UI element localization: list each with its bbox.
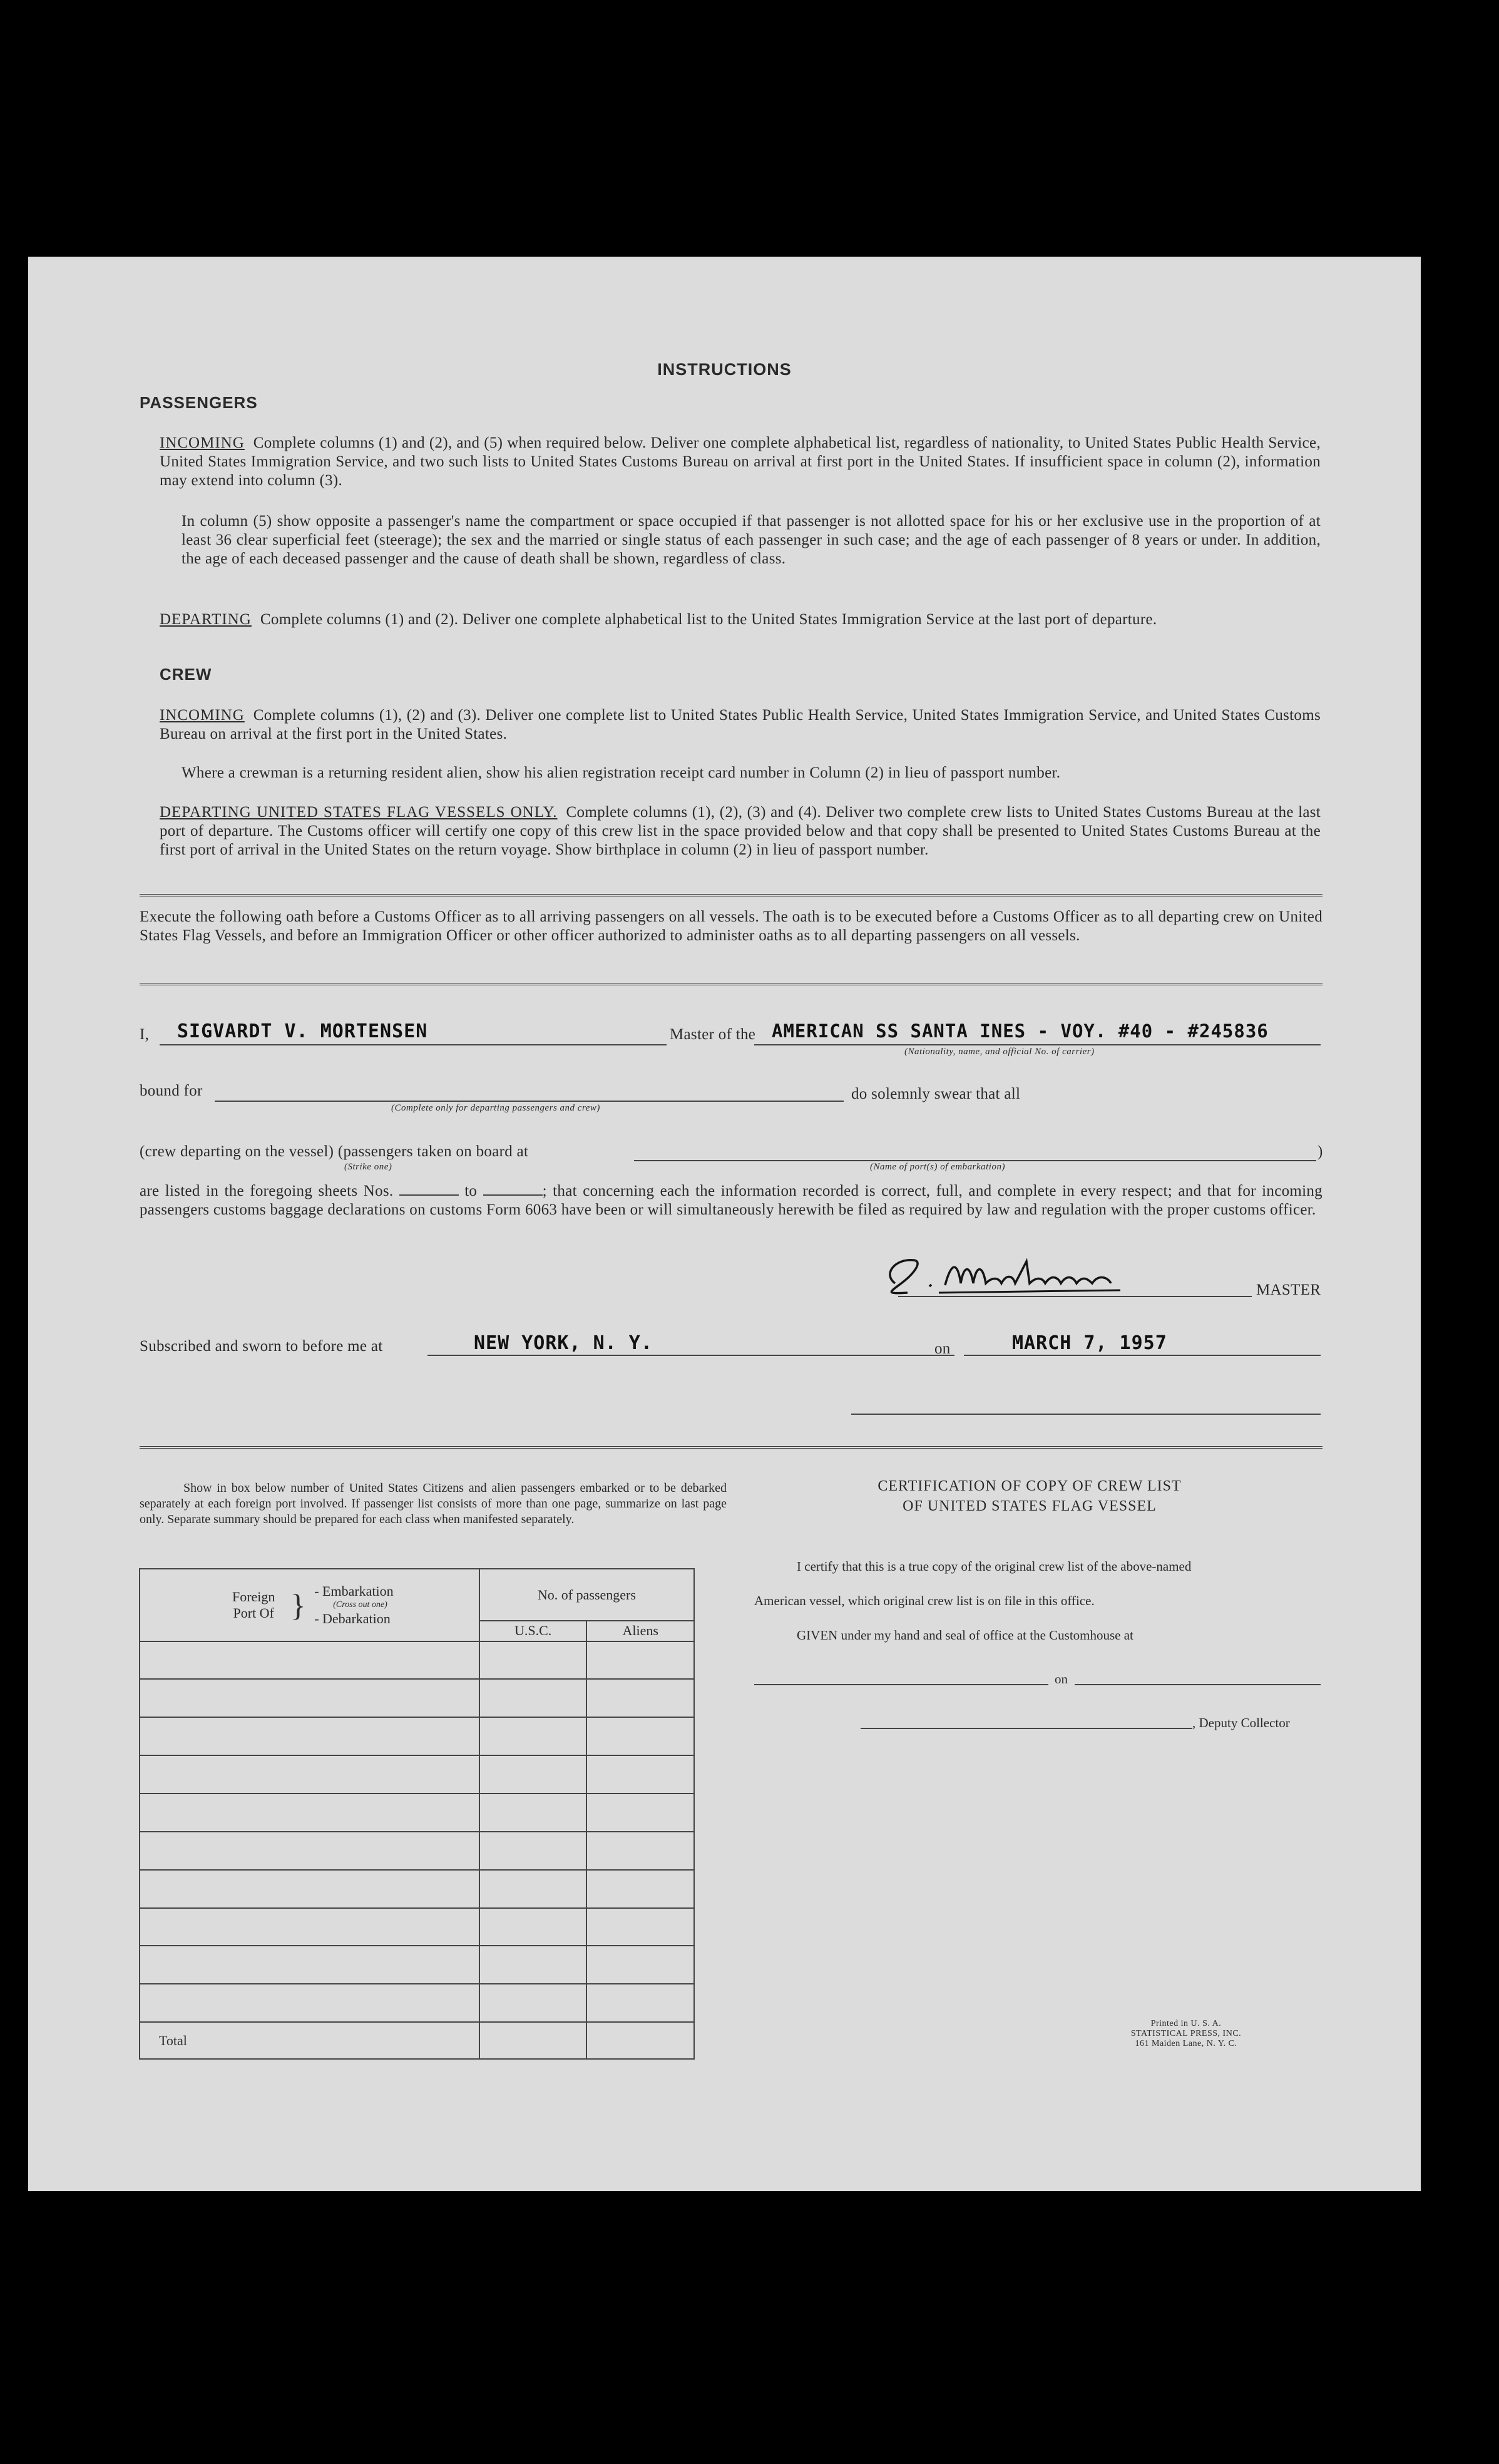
listed-text-2: ; that concerning each the information recorded is correct, full, and complete in every respect; and that for incoming passengers customs baggage declarations on customs Form 6063 have been or will simultaneously herewith be filed as required by law and regulation with the proper customs officer. [140, 1183, 1322, 1218]
deputy-collector-label: , Deputy Collector [1192, 1715, 1290, 1730]
strike-caption: (Strike one) [344, 1162, 392, 1172]
master-label: MASTER [1256, 1281, 1321, 1298]
usc-cell[interactable] [479, 1870, 587, 1908]
section-divider [140, 1446, 1322, 1449]
passengers-departing-paragraph [160, 610, 1321, 629]
crew-departing-text: Complete columns (1), (2), (3) and (4). Deliver two complete crew lists to United States Customs Bureau at the last port of departure. The Customs officer will certify one copy of this crew list in the space provided below and that copy shall be presented to United States Customs Bureau at the first port of arrival in the United States on the return voyage. Show birthplace in column (2) in lieu of passport number. [160, 804, 1321, 858]
crew-departing-paragraph [160, 803, 1321, 860]
crew-resident-paragraph: Where a crewman is a returning resident alien, show his alien registration receipt card number in Column (2) in lieu of passport number. [182, 764, 1061, 781]
aliens-cell[interactable] [586, 1641, 694, 1680]
usc-header: U.S.C. [479, 1621, 587, 1641]
aliens-cell[interactable] [586, 1679, 694, 1717]
printer-line3: 161 Maiden Lane, N. Y. C. [1135, 2039, 1237, 2048]
aliens-cell[interactable] [586, 1717, 694, 1755]
printer-line1: Printed in U. S. A. [1150, 2019, 1222, 2028]
sworn-place-line [427, 1355, 954, 1356]
port-cell[interactable] [140, 1946, 479, 1984]
crew-incoming-label: INCOMING [160, 707, 245, 724]
crew-incoming-text: Complete columns (1), (2) and (3). Deliver one complete list to United States Public Health Service, United States Immigration Service, and United States Customs Bureau on arrival at the first port in the United States. [160, 707, 1321, 742]
embarkation-option: - Embarkation [314, 1583, 394, 1599]
crew-heading: CREW [160, 665, 212, 684]
usc-cell[interactable] [479, 1946, 587, 1984]
brace: } [290, 1587, 306, 1623]
aliens-cell[interactable] [586, 1755, 694, 1794]
swear-label: do solemnly swear that all [851, 1086, 1021, 1102]
aliens-cell[interactable] [586, 1946, 694, 1984]
instructions-title: INSTRUCTIONS [657, 360, 792, 379]
aliens-cell[interactable] [586, 1870, 694, 1908]
passengers-incoming-label: INCOMING [160, 434, 245, 451]
aliens-cell[interactable] [586, 1832, 694, 1870]
master-name-line [160, 1044, 667, 1045]
sworn-date-field: MARCH 7, 1957 [1012, 1332, 1167, 1354]
sheet-to-field [483, 1194, 543, 1196]
bound-for-caption: (Complete only for departing passengers and crew) [391, 1103, 600, 1113]
total-label: Total [140, 2022, 479, 2059]
oath-intro-paragraph: Execute the following oath before a Customs Officer as to all arriving passengers on all vessels. The oath is to be executed before a Customs Officer as to all departing crew on United States Flag Vessels, and before an Immigration Officer or other officer authorized to administer oaths as to all departing passengers on all vessels. [140, 908, 1322, 944]
master-of-label: Master of the [670, 1026, 756, 1043]
passengers-incoming-paragraph [160, 434, 1321, 490]
section-divider [140, 983, 1322, 985]
i-label: I, [140, 1026, 150, 1043]
summary-instructions: Show in box below number of United States Citizens and alien passengers embarked or to be debarked separately at each foreign port involved. If passenger list consists of more than one page, summarize on last page only. Separate summary should be prepared for each class when manifested separately. [140, 1481, 727, 1526]
certification-title [779, 1476, 1280, 1516]
signature-line [898, 1296, 1252, 1297]
crew-departing-label: DEPARTING UNITED STATES FLAG VESSELS ONLY. [160, 804, 558, 821]
bound-for-line [215, 1101, 844, 1102]
debarkation-option: - Debarkation [314, 1610, 391, 1626]
usc-cell[interactable] [479, 1832, 587, 1870]
sworn-place-field: NEW YORK, N. Y. [474, 1332, 653, 1354]
foreign-port-label: Foreign Port Of [232, 1588, 275, 1621]
port-cell[interactable] [140, 1984, 479, 2022]
certification-on-label: on [1055, 1671, 1068, 1686]
listed-text: are listed in the foregoing sheets Nos. [140, 1183, 394, 1199]
vessel-caption: (Nationality, name, and official No. of carrier) [904, 1047, 1095, 1057]
officer-line [851, 1414, 1321, 1415]
aliens-cell[interactable] [586, 1794, 694, 1832]
to-label: to [464, 1183, 478, 1199]
certification-title-line2: OF UNITED STATES FLAG VESSEL [903, 1498, 1157, 1514]
customhouse-line [754, 1684, 1048, 1685]
port-cell[interactable] [140, 1641, 479, 1680]
aliens-cell[interactable] [586, 1908, 694, 1946]
usc-cell[interactable] [479, 1679, 587, 1717]
printer-imprint [1092, 2019, 1280, 2049]
bound-for-label: bound for [140, 1082, 203, 1099]
given-text: GIVEN under my hand and seal of office at the Customhouse at [797, 1628, 1133, 1643]
port-cell[interactable] [140, 1755, 479, 1794]
total-aliens-cell[interactable] [586, 2022, 694, 2059]
usc-cell[interactable] [479, 1641, 587, 1680]
usc-cell[interactable] [479, 1984, 587, 2022]
certify-text: I certify that this is a true copy of the original crew list of the above-named [797, 1559, 1192, 1574]
deputy-signature-line [861, 1728, 1192, 1729]
cross-out-note: (Cross out one) [333, 1599, 387, 1609]
port-cell[interactable] [140, 1870, 479, 1908]
printer-line2: STATISTICAL PRESS, INC. [1130, 2029, 1242, 2038]
listed-paragraph [140, 1182, 1322, 1219]
port-cell[interactable] [140, 1794, 479, 1832]
certification-date-line [1075, 1684, 1321, 1685]
usc-cell[interactable] [479, 1794, 587, 1832]
port-cell[interactable] [140, 1832, 479, 1870]
master-name-field: SIGVARDT V. MORTENSEN [177, 1020, 428, 1042]
no-passengers-header: No. of passengers [479, 1569, 694, 1621]
port-cell[interactable] [140, 1679, 479, 1717]
passenger-summary-table [139, 1568, 695, 2060]
sworn-date-line [964, 1355, 1321, 1356]
usc-cell[interactable] [479, 1755, 587, 1794]
vessel-line [754, 1044, 1321, 1045]
ports-line [634, 1160, 1316, 1161]
section-divider [140, 894, 1322, 896]
form-page [28, 257, 1421, 2191]
usc-cell[interactable] [479, 1908, 587, 1946]
aliens-header: Aliens [586, 1621, 694, 1641]
passengers-heading: PASSENGERS [140, 393, 258, 412]
port-cell[interactable] [140, 1717, 479, 1755]
column5-paragraph: In column (5) show opposite a passenger's name the compartment or space occupied if that passenger is not allotted space for his or her exclusive use in the proportion of at least 36 clear superficial feet (steerage); the sex and the married or single status of each passenger in such case; and the age of each passenger of 8 years or under. In addition, the age of each deceased passenger and the cause of death shall be shown, regardless of class. [182, 513, 1321, 567]
close-paren: ) [1317, 1143, 1323, 1160]
subscribed-label: Subscribed and sworn to before me at [140, 1338, 383, 1355]
crew-incoming-paragraph [160, 706, 1321, 744]
certification-title-line1: CERTIFICATION OF COPY OF CREW LIST [877, 1478, 1182, 1494]
sheet-from-field [399, 1194, 459, 1196]
passengers-incoming-text: Complete columns (1) and (2), and (5) when required below. Deliver one complete alphabetical list, regardless of nationality, to United States Public Health Service, United States Immigration Service, and two such lists to United States Customs Bureau on arrival at first port in the United States. If insufficient space in column (2), information may extend into column (3). [160, 434, 1321, 489]
embark-options [314, 1584, 393, 1626]
passengers-departing-text: Complete columns (1) and (2). Deliver one complete alphabetical list to the United States Immigration Service at the last port of departure. [260, 611, 1157, 628]
certify-vessel-text: American vessel, which original crew list is on file in this office. [754, 1593, 1095, 1608]
aliens-cell[interactable] [586, 1984, 694, 2022]
vessel-field: AMERICAN SS SANTA INES - VOY. #40 - #245836 [772, 1020, 1269, 1042]
sworn-on-label: on [934, 1340, 951, 1357]
port-cell[interactable] [140, 1908, 479, 1946]
total-usc-cell[interactable] [479, 2022, 587, 2059]
foreign-port-header [140, 1569, 479, 1641]
usc-cell[interactable] [479, 1717, 587, 1755]
passengers-departing-label: DEPARTING [160, 611, 252, 628]
crew-passengers-label: (crew departing on the vessel) (passengers taken on board at [140, 1143, 529, 1160]
ports-caption: (Name of port(s) of embarkation) [870, 1162, 1005, 1172]
